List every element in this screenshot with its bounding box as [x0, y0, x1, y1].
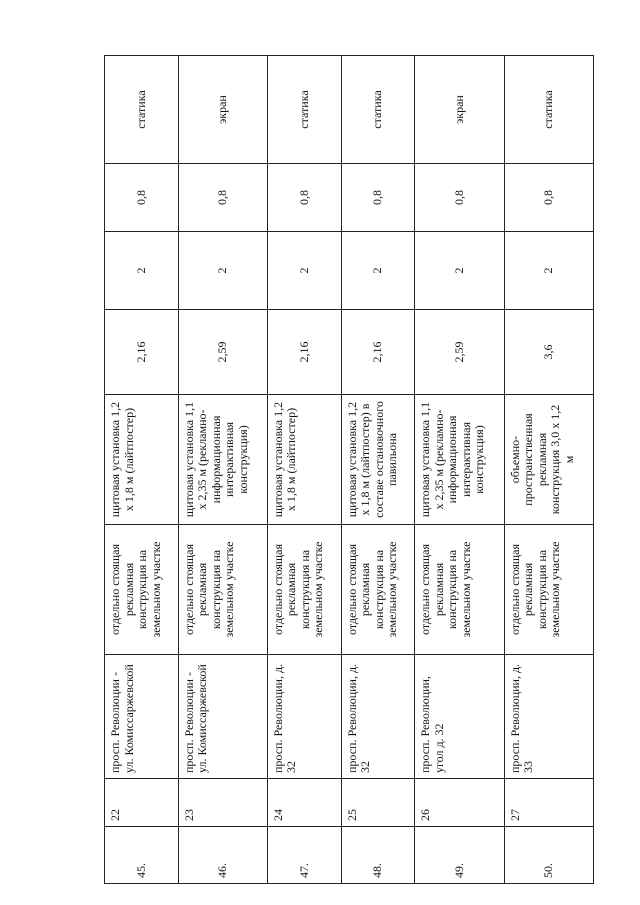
address-cell: просп. Революции, д. 32 — [341, 655, 415, 779]
display-mode-cell: статика — [504, 56, 593, 164]
structure-id-cell: 23 — [178, 779, 267, 827]
sides-count-cell: 2 — [415, 232, 504, 310]
table-row — [341, 56, 415, 884]
placement-type-cell: отдельно стоящая рекламная конструкция на земельном участке — [415, 525, 504, 655]
structure-type-cell: щитовая установка 1,2 х 1,8 м (лайтпостер) в составе остановочного павильона — [341, 395, 415, 525]
sides-count-cell: 2 — [105, 232, 179, 310]
placement-type-cell: отдельно стоящая рекламная конструкция на земельном участке — [267, 525, 341, 655]
structure-id-cell: 27 — [504, 779, 593, 827]
area-cell: 2,16 — [341, 310, 415, 395]
placement-type-cell: отдельно стоящая рекламная конструкция на земельном участке — [178, 525, 267, 655]
coefficient-cell: 0,8 — [267, 164, 341, 232]
row-number-cell: 49. — [415, 827, 504, 884]
row-number-cell: 48. — [341, 827, 415, 884]
row-number-cell: 47. — [267, 827, 341, 884]
placement-type-cell: отдельно стоящая рекламная конструкция на земельном участке — [504, 525, 593, 655]
address-cell: просп. Революции, угол д. 32 — [415, 655, 504, 779]
table-row — [504, 56, 593, 884]
table-row — [105, 56, 179, 884]
structure-type-cell: щитовая установка 1,1 х 2,35 м (рекламно-информационная интерактивная конструкция) — [415, 395, 504, 525]
row-number-cell: 45. — [105, 827, 179, 884]
advertising-structures-table — [104, 55, 594, 884]
address-cell: просп. Революции, д. 32 — [267, 655, 341, 779]
structure-id-cell: 22 — [105, 779, 179, 827]
rotated-table-container — [104, 56, 594, 884]
coefficient-cell: 0,8 — [178, 164, 267, 232]
structure-id-cell: 25 — [341, 779, 415, 827]
display-mode-cell: экран — [415, 56, 504, 164]
row-number-cell: 46. — [178, 827, 267, 884]
area-cell: 2,16 — [105, 310, 179, 395]
address-cell: просп. Революции - ул. Комиссаржевской — [105, 655, 179, 779]
display-mode-cell: статика — [341, 56, 415, 164]
display-mode-cell: статика — [105, 56, 179, 164]
area-cell: 2,59 — [415, 310, 504, 395]
coefficient-cell: 0,8 — [341, 164, 415, 232]
structure-type-cell: щитовая установка 1,2 х 1,8 м (лайтпостер) — [105, 395, 179, 525]
table-row — [178, 56, 267, 884]
area-cell: 3,6 — [504, 310, 593, 395]
table-row — [415, 56, 504, 884]
display-mode-cell: экран — [178, 56, 267, 164]
sides-count-cell: 2 — [178, 232, 267, 310]
display-mode-cell: статика — [267, 56, 341, 164]
document-page — [104, 56, 594, 884]
coefficient-cell: 0,8 — [105, 164, 179, 232]
sides-count-cell: 2 — [267, 232, 341, 310]
structure-id-cell: 24 — [267, 779, 341, 827]
coefficient-cell: 0,8 — [415, 164, 504, 232]
structure-type-cell: щитовая установка 1,2 х 1,8 м (лайтпостер) — [267, 395, 341, 525]
address-cell: просп. Революции - ул. Комиссаржевской — [178, 655, 267, 779]
structure-type-cell: объемно-пространственная рекламная конструкция 3,0 х 1,2 м — [504, 395, 593, 525]
placement-type-cell: отдельно стоящая рекламная конструкция на земельном участке — [105, 525, 179, 655]
area-cell: 2,59 — [178, 310, 267, 395]
structure-id-cell: 26 — [415, 779, 504, 827]
sides-count-cell: 2 — [504, 232, 593, 310]
structure-type-cell: щитовая установка 1,1 х 2,35 м (рекламно-информационная интерактивная конструкция) — [178, 395, 267, 525]
sides-count-cell: 2 — [341, 232, 415, 310]
placement-type-cell: отдельно стоящая рекламная конструкция на земельном участке — [341, 525, 415, 655]
table-row — [267, 56, 341, 884]
row-number-cell: 50. — [504, 827, 593, 884]
coefficient-cell: 0,8 — [504, 164, 593, 232]
address-cell: просп. Революции, д. 33 — [504, 655, 593, 779]
area-cell: 2,16 — [267, 310, 341, 395]
